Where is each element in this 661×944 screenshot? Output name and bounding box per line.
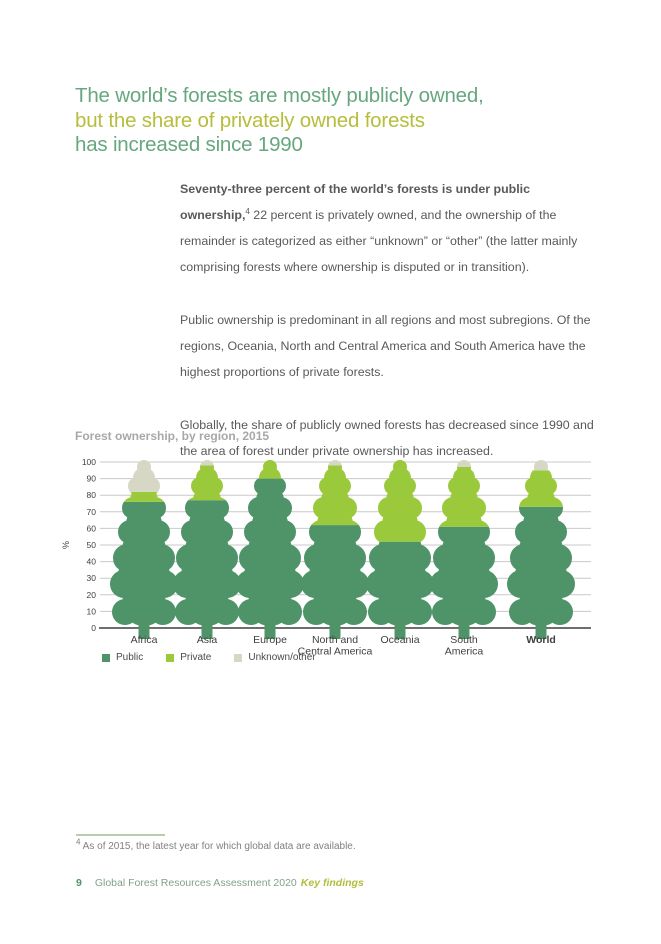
tree-bar-africa [104, 454, 184, 641]
legend-swatch [166, 654, 174, 662]
tree-bar-oceania [360, 454, 440, 641]
page-title-line-1: The world’s forests are mostly publicly owned, [75, 84, 484, 107]
y-tick-label: 30 [86, 573, 96, 584]
tree-bar-europe [230, 454, 310, 641]
page-title [75, 84, 484, 158]
legend-label: Public [116, 652, 144, 663]
y-tick-label: 100 [81, 457, 96, 467]
y-tick-label: 0 [91, 623, 96, 633]
y-tick-label: 70 [86, 506, 96, 517]
page-number: 9 [76, 877, 82, 889]
y-tick-label: 40 [86, 556, 96, 567]
chart-title: Forest ownership, by region, 2015 [75, 429, 270, 443]
body-text [180, 176, 598, 491]
x-tick-label: North and Central America [297, 634, 373, 658]
footer-emphasis: Key findings [300, 877, 364, 889]
legend-label: Unknown/other [248, 652, 316, 663]
legend-swatch [102, 654, 110, 662]
paragraph-regions: Public ownership is predominant in all regions and most subregions. Of the regions, Oceania, North and Central America and South America have the highest proportions of private forests. [180, 313, 591, 379]
page-title-line-3: has increased since 1990 [75, 133, 303, 156]
y-axis-label: % [61, 540, 71, 550]
footnote [76, 837, 356, 852]
forest-ownership-chart [60, 450, 600, 658]
x-tick-label: Oceania [380, 634, 420, 646]
tree-bar-world [501, 454, 581, 641]
x-tick-label: Europe [253, 634, 287, 646]
legend-swatch [234, 654, 242, 662]
tree-bar-south-america [424, 454, 504, 641]
y-tick-label: 90 [86, 473, 96, 484]
y-tick-label: 60 [86, 523, 96, 534]
y-tick-label: 20 [86, 589, 96, 600]
y-tick-label: 50 [86, 540, 96, 550]
y-tick-label: 80 [86, 490, 96, 501]
tree-bar-north-and-central-america [295, 454, 375, 641]
paragraph-body: 22 percent is privately owned, and the ownership of the remainder is categorized as either “unknown” or “other” (the latter mainly comprising forests where ownership is disputed or in transition). [180, 208, 578, 274]
footnote-marker: 4 [76, 837, 81, 847]
footer-title: Global Forest Resources Assessment 2020 [94, 877, 297, 889]
legend-label: Private [180, 652, 212, 663]
x-tick-label: South America [444, 634, 484, 658]
page-footer [76, 877, 364, 889]
chart-legend [102, 652, 339, 663]
x-tick-label: Africa [130, 634, 158, 646]
footnote-divider [76, 834, 165, 836]
paragraph-ownership-share [180, 176, 598, 280]
tree-bar-asia [167, 454, 247, 641]
paragraph-trend: Globally, the share of publicly owned forests has decreased since 1990 and the area of forest under private ownership has increased. [180, 418, 594, 458]
paragraph-bold-lead: Seventy-three percent of the world’s forests is under public ownership, [180, 182, 530, 222]
footnote-text: As of 2015, the latest year for which global data are available. [80, 841, 356, 852]
legend-item-public [102, 652, 143, 663]
x-tick-label: Asia [196, 634, 218, 646]
y-tick-label: 10 [86, 606, 96, 617]
footnote-reference: 4 [245, 206, 250, 216]
legend-item-private [166, 652, 211, 663]
page-title-line-2: but the share of privately owned forests [75, 108, 425, 132]
x-tick-label: World [526, 634, 556, 646]
legend-item-unknown-other [234, 652, 315, 663]
